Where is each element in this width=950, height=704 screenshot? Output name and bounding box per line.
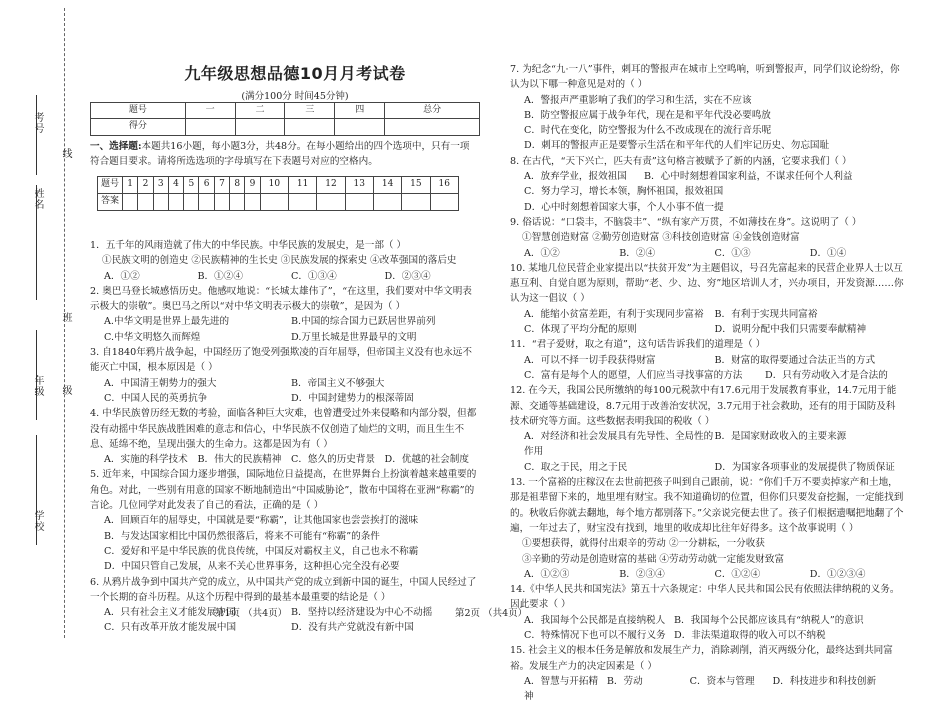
question-11-options [510, 368, 905, 383]
option: C．取之于民，用之于民 [524, 461, 628, 473]
binding-dashed-line [64, 8, 65, 638]
question-5: 5. 近年来，中国综合国力逐步增强，国际地位日益提高，在世界舞台上扮演着越来越重要的角色。对此，一些别有用意的国家不断地制造出“中国威胁论”，散布中国将在亚洲“称霸”的言论。几位同学对此发表了自己的看法，正确的是（ ） [90, 469, 477, 512]
option: B．有利于实现共同富裕 [714, 308, 818, 320]
option: A．我国每个公民都是直接纳税人 [524, 614, 666, 626]
answer-cell: 5 [184, 177, 199, 194]
option: C．时代在变化，防空警报为什么不改成现在的流行音乐呢 [524, 125, 772, 137]
score-cell: 题号 [91, 103, 186, 119]
exam-number-label: 考号 [32, 112, 43, 134]
option: C．①③④ [291, 270, 337, 282]
answer-cell: 7 [214, 177, 229, 194]
answer-input-cell[interactable] [245, 194, 260, 211]
option: B．坚持以经济建设为中心不动摇 [291, 607, 433, 619]
answer-cell: 16 [430, 177, 458, 194]
option: A．①②③ [524, 568, 570, 580]
option: C．中国人民的英勇抗争 [104, 392, 208, 404]
question-9-options [510, 246, 905, 261]
score-cell: 总分 [385, 103, 480, 119]
option: A．警报声严重影响了我们的学习和生活，实在不应该 [524, 94, 752, 106]
answer-input-cell[interactable] [430, 194, 458, 211]
score-table [90, 102, 480, 136]
question-13-options [510, 567, 905, 582]
option: B．伟大的民族精神 [197, 454, 282, 466]
option: B．我国每个公民都应该具有“纳税人”的意识 [674, 614, 864, 626]
exam-subtitle: (满分100分 时间45分钟) [241, 91, 349, 102]
option: A．能缩小贫富差距，有利于实现同步富裕 [524, 308, 704, 320]
exam-number-line [36, 95, 37, 175]
option: A．①② [104, 270, 140, 282]
option: D．①④ [809, 247, 847, 259]
option: B．与发达国家相比中国仍然很落后，将来不可能有“称霸”的条件 [104, 530, 380, 542]
school-label: 学校 [32, 510, 43, 532]
answer-cell: 14 [373, 177, 401, 194]
binding-mark: 级 [60, 385, 71, 396]
answer-cell: 9 [245, 177, 260, 194]
option: D．心中时刻想着国家大事，个人小事不值一提 [524, 201, 724, 213]
answer-cell: 1 [123, 177, 138, 194]
answer-cell: 8 [230, 177, 245, 194]
answer-input-cell[interactable] [153, 194, 168, 211]
binding-margin [0, 0, 78, 650]
question-7: 7. 为纪念“九·一八”事件，刺耳的警报声在城市上空鸣响，听到警报声，同学们议论纷纷，你认为以下哪一种意见是对的（ ） [510, 64, 900, 91]
question-1-options [90, 269, 478, 284]
option: B．财富的取得要通过合法正当的方式 [714, 354, 876, 366]
question-1-statements: ①民族文明的创造史 ②民族精神的生长史 ③民族发展的探索史 ④改革强国的落后史 [102, 255, 457, 267]
option: D．中国只管自己发展，从来不关心世界事务，这种担心完全没有必要 [104, 561, 400, 573]
option: C.中华文明悠久而辉煌 [104, 331, 201, 343]
option: B．是国家财政收入的主要来源 [714, 431, 847, 443]
question-13-statements: ③辛勤的劳动是创造财富的基础 ④劳动劳动就一定能发财致富 [522, 553, 785, 565]
question-15-options [510, 674, 905, 704]
option: B．防空警报应属于战争年代，现在是和平年代没必要鸣放 [524, 109, 771, 121]
option: D．①②③④ [809, 568, 866, 580]
option: C．只有改革开放才能发展中国 [104, 622, 237, 634]
option: A．智慧与开拓精神 [524, 675, 599, 703]
option: C．①③ [714, 247, 751, 259]
page-footer: 第1页 （共4页） [215, 608, 288, 619]
question-2: 2. 奥巴马登长城感悟历史。他感叹地说：“长城太雄伟了”，“在这里，我们要对中华文明表示极大的崇敬”。奥巴马之所以“对中华文明表示极大的崇敬”，是因为（ ） [90, 285, 472, 313]
option: A．中国清王朝势力的强大 [104, 377, 217, 389]
option: C．体现了平均分配的原则 [524, 324, 637, 336]
page-footer: 第2页 （共4页） [455, 608, 528, 619]
option: C．努力学习，增长本领，胸怀祖国，报效祖国 [524, 186, 724, 198]
option: D．没有共产党就没有新中国 [291, 622, 414, 634]
answer-input-cell[interactable] [288, 194, 316, 211]
question-list-right [510, 62, 905, 704]
option: B.中国的综合国力已跃居世界前列 [291, 316, 436, 328]
score-input-cell[interactable] [235, 119, 285, 135]
option: B．②④ [619, 247, 656, 259]
option: D．刺耳的警报声正是要警示生活在和平年代的人们牢记历史、勿忘国耻 [524, 140, 830, 152]
option: A．回顾百年的屈辱史，中国就是要“称霸”，让其他国家也尝尝挨打的滋味 [104, 515, 419, 527]
question-12-options [510, 429, 905, 460]
option: A．可以不择一切手段获得财富 [524, 354, 656, 366]
answer-input-cell[interactable] [184, 194, 199, 211]
question-2-options [90, 314, 478, 329]
question-9-statements: ①智慧创造财富 ②勤劳创造财富 ③科技创造财富 ④金钱创造财富 [522, 232, 800, 244]
left-column [90, 0, 478, 650]
question-10: 10. 某地几位民营企业家提出以“扶贫开发”为主题倡议，号召先富起来的民营企业界人士以互惠互利、自觉自愿为原则，帮助“老、少、边、穷”地区培训人才，兴办项目，开发资源……你认为这一倡议（ ） [510, 262, 904, 305]
option: D.万里长城是世界最早的文明 [291, 331, 417, 343]
question-8-options [510, 169, 905, 184]
answer-input-cell[interactable] [123, 194, 138, 211]
exam-title: 九年级思想品德10月月考试卷 [184, 64, 406, 83]
binding-mark: 班 [60, 312, 71, 323]
answer-cell: 题号 [98, 177, 123, 194]
option: D．②③④ [384, 270, 431, 282]
option: D．中国封建势力的根深蒂固 [291, 392, 414, 404]
option: C．富有是每个人的愿望，人们应当寻找事富的方法 [524, 369, 743, 381]
question-8: 8. 在古代，“天下兴亡，匹夫有责”这句格言被赋予了新的内涵，它要求我们（ ） [510, 155, 852, 167]
question-4-options [90, 452, 478, 467]
question-14: 14.《中华人民共和国宪法》第五十六条规定：中华人民共和国公民有依照法律纳税的义务。因此要求（ ） [510, 584, 900, 611]
answer-table [97, 176, 459, 211]
answer-cell: 2 [138, 177, 153, 194]
option: A．①② [524, 247, 560, 259]
section-heading: 一、选择题: [90, 141, 142, 152]
question-14-options [510, 628, 905, 643]
option: B．①②④ [197, 270, 243, 282]
option: D．只有劳动收入才是合法的 [765, 369, 888, 381]
question-11-options [510, 353, 905, 368]
option: C．①②④ [714, 568, 761, 580]
answer-input-cell[interactable] [168, 194, 183, 211]
question-3-options [90, 391, 478, 406]
section-text: 本题共16小题，每小题3分，共48分。在每小题给出的四个选项中，只有一项符合题目要求。请将所选选项的字母填写在下表题号对应的空格内。 [90, 141, 470, 168]
question-3-options [90, 376, 478, 391]
question-3: 3. 自1840年鸦片战争起，中国经历了饱受列强欺凌的百年屈辱，但帝国主义没有也永远不能灭亡中国，根本原因是（ ） [90, 347, 472, 374]
answer-input-cell[interactable] [373, 194, 401, 211]
option: A．只有社会主义才能发展中国 [104, 607, 236, 619]
question-12-options [510, 460, 905, 475]
answer-cell: 答案 [98, 194, 123, 211]
question-14-options [510, 613, 905, 628]
grade-label: 年级 [32, 375, 43, 397]
question-list-left [90, 238, 478, 636]
answer-input-cell[interactable] [230, 194, 245, 211]
answer-input-cell[interactable] [199, 194, 214, 211]
question-10-options [510, 322, 905, 337]
option: D．非法渠道取得的收入可以不纳税 [674, 629, 826, 641]
section-one-instructions [90, 139, 478, 170]
option: D．说明分配中我们只需要奉献精神 [714, 324, 867, 336]
answer-input-cell[interactable] [402, 194, 430, 211]
binding-mark: 线 [60, 148, 71, 159]
option: B．帝国主义不够强大 [291, 377, 385, 389]
score-input-cell[interactable] [335, 119, 385, 135]
answer-cell: 13 [345, 177, 373, 194]
question-1: 1．五千年的风雨造就了伟大的中华民族。中华民族的发展史，是一部（ ） [90, 240, 407, 251]
name-label: 姓名 [32, 188, 43, 210]
question-11: 11．“君子爱财，取之有道”，这句话告诉我们的道理是（ ） [510, 339, 766, 351]
score-cell: 二 [235, 103, 285, 119]
question-6-options [90, 620, 478, 635]
answer-input-cell[interactable] [345, 194, 373, 211]
question-6: 6. 从鸦片战争到中国共产党的成立，从中国共产党的成立到新中国的诞生，中国人民经过了一个长期的奋斗历程。从这个历程中得到的最基本最重要的结论是（ ） [90, 576, 477, 603]
question-9: 9. 俗话说：“口袋丰，不脑袋丰”、“纵有家产万贯，不如薄技在身”。这说明了（ ） [510, 216, 862, 228]
option: A．实施的科学技术 [104, 454, 188, 466]
score-cell: 四 [335, 103, 385, 119]
question-15: 15. 社会主义的根本任务是解放和发展生产力，消除剥削，消灭两级分化，最终达到共同富裕。发展生产力的决定因素是（ ） [510, 645, 893, 672]
score-input-cell[interactable] [185, 119, 235, 135]
answer-cell: 15 [402, 177, 430, 194]
option: B．劳动 [606, 675, 643, 687]
option: B．心中时刻想着国家利益，不谋求任何个人利益 [644, 171, 853, 183]
score-input-cell[interactable] [285, 119, 335, 135]
option: D．科技进步和科技创新 [772, 675, 877, 687]
option: D．优越的社会制度 [384, 454, 469, 466]
question-13: 13. 一个富裕的庄稼汉在去世前把孩子叫到自己跟前，说：“你们千万不要卖掉家产和土地，那是祖辈留下来的，地里埋有财宝。我不知道确切的位置，但你们只要发奋挖掘，一定能找到的。秋收后你就去翻地，每个地方都别落下。”父亲说完便去世了。孩子们根据遗嘱把地翻了个遍，一年过去了，财宝没有找到，地里的收成却比往年好得多。这个故事说明（ ） [510, 477, 904, 534]
question-4: 4. 中华民族曾历经无数的考验，面临各种巨大灾难，也曾遭受过外来侵略和内部分裂，但都没有动摇中华民族战胜困难的意志和信心，中华民族不仅创造了灿烂的文明，而且生生不息、延绵不绝，呈现出强大的生命力。这都是因为有（ ） [90, 408, 477, 450]
option: C．资本与管理 [689, 675, 755, 687]
right-column [455, 0, 905, 703]
answer-input-cell[interactable] [317, 194, 345, 211]
score-cell: 三 [285, 103, 335, 119]
answer-input-cell[interactable] [138, 194, 153, 211]
score-cell: 一 [185, 103, 235, 119]
question-10-options [510, 307, 905, 322]
answer-input-cell[interactable] [214, 194, 229, 211]
option: B．②③④ [619, 568, 665, 580]
question-12: 12. 在今天，我国公民所缴纳的每100元税款中有17.6元用于发展教育事业，14.7元用于能源、交通等基础建设，8.7元用于改善治安状况，3.7元用于社会救助，还有的用于国防及科技术研究等方面。这些数据表明我国的税收（ ） [510, 385, 897, 427]
option: D．为国家各项事业的发展提供了物质保证 [714, 461, 895, 473]
score-cell: 得分 [91, 119, 186, 135]
score-input-cell[interactable] [385, 119, 480, 135]
answer-cell: 4 [168, 177, 183, 194]
question-13-statements: ①要想获得，就得付出艰辛的劳动 ②一分耕耘，一分收获 [522, 538, 765, 550]
question-2-options [90, 330, 478, 345]
option: A．放弃学业，报效祖国 [524, 171, 627, 183]
answer-cell: 3 [153, 177, 168, 194]
option: C．爱好和平是中华民族的优良传统，中国反对霸权主义，自己也永不称霸 [104, 545, 419, 557]
answer-cell: 11 [288, 177, 316, 194]
option: A．对经济和社会发展具有先导性、全局性的作用 [524, 431, 714, 458]
option: C．特殊情况下也可以不履行义务 [524, 629, 666, 641]
option: C．悠久的历史背景 [291, 454, 376, 466]
answer-cell: 6 [199, 177, 214, 194]
option: A.中华文明是世界上最先进的 [104, 316, 230, 328]
answer-cell: 12 [317, 177, 345, 194]
answer-cell: 10 [260, 177, 288, 194]
answer-input-cell[interactable] [260, 194, 288, 211]
